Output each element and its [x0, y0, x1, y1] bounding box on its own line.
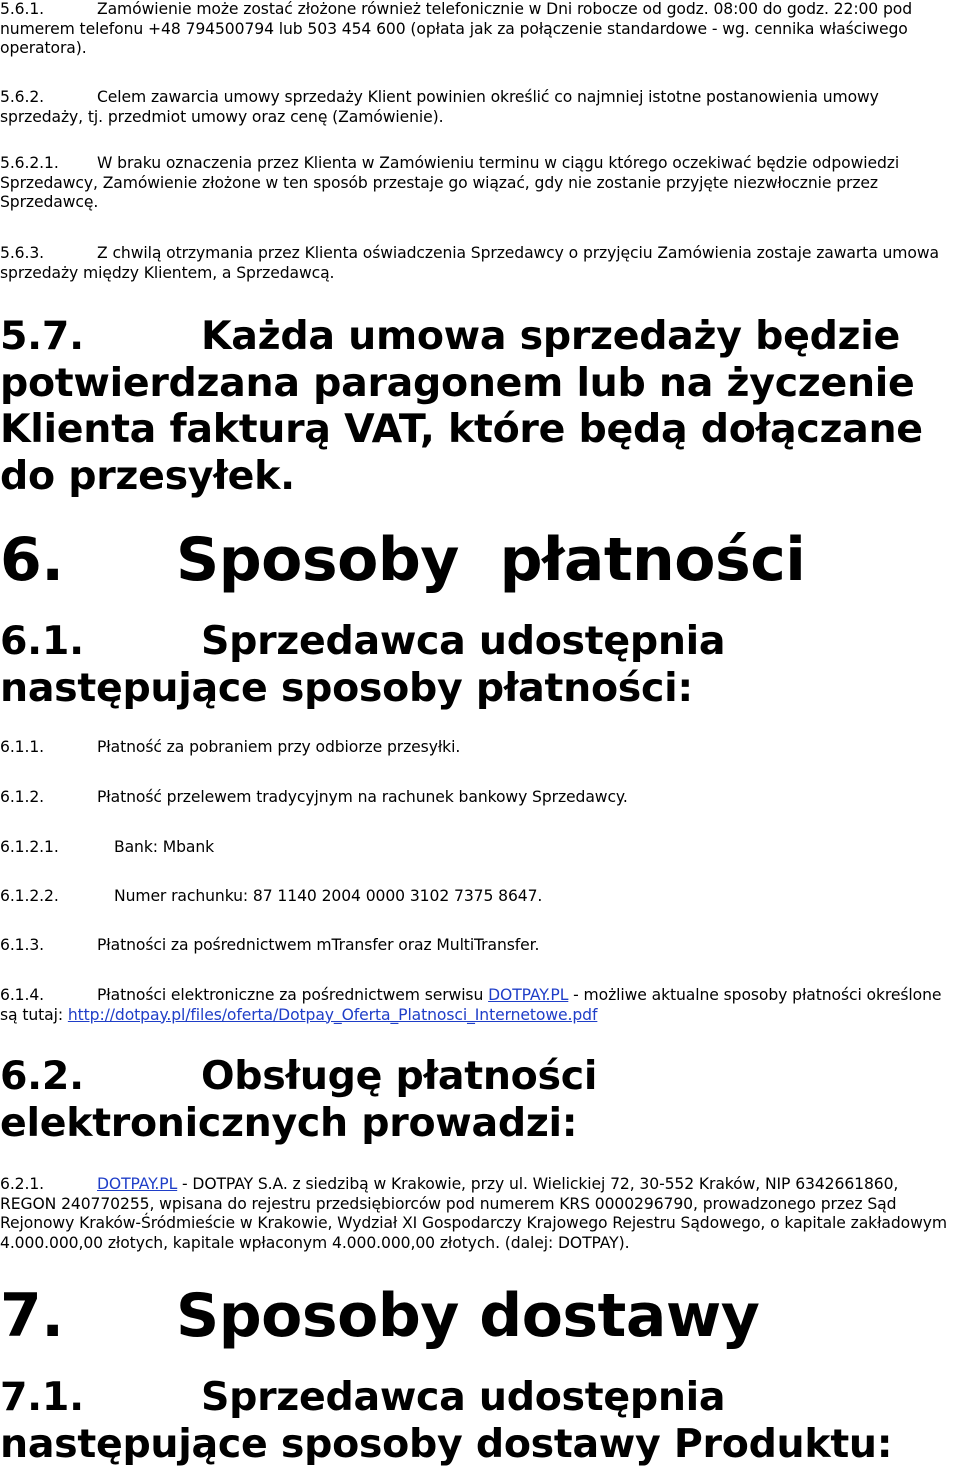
- paragraph-5-6-2-1: [0, 154, 958, 213]
- section-number: 5.6.3.: [0, 244, 45, 262]
- paragraph-text: Celem zawarcia umowy sprzedaży Klient powinien określić co najmniej istotne postanowienia umowy sprzedaży, tj. przedmiot umowy oraz cenę (Zamówienie).: [0, 88, 879, 126]
- section-number: 5.6.2.1.: [0, 154, 59, 172]
- section-number: 6.1.2.2.: [0, 887, 59, 905]
- section-number: 5.6.1.: [0, 0, 45, 18]
- section-number: 6.1.2.: [0, 788, 45, 806]
- heading-text: Sposoby dostawy: [176, 1281, 760, 1351]
- heading-text: Każda umowa sprzedaży będzie potwierdzana paragonem lub na życzenie Klienta fakturą VAT, które będą dołączane do przesyłek.: [0, 313, 923, 499]
- paragraph-6-1-2-1: [0, 838, 958, 858]
- section-number: 5.6.2.: [0, 88, 45, 106]
- section-number: 7.1.: [0, 1374, 84, 1420]
- paragraph-6-1-3: [0, 936, 958, 956]
- section-number: 6.1.1.: [0, 738, 45, 756]
- paragraph-text: - DOTPAY S.A. z siedzibą w Krakowie, przy ul. Wielickiej 72, 30-552 Kraków, NIP 6342661860, REGON 240770255, wpisana do rejestru przedsiębiorców pod numerem KRS 0000296790, prowadzonego przez Sąd Rejonowy Kraków-Śródmieście w Krakowie, Wydział XI Gospodarczy Krajowego Rejestru Sądowego, o kapitale zakładowym 4.000.000,00 złotych, kapitale wpłaconym 4.000.000,00 złotych. (dalej: DOTPAY).: [0, 1175, 947, 1252]
- paragraph-6-1-2: [0, 788, 958, 808]
- section-number: 6.2.: [0, 1053, 84, 1099]
- section-number: 6.1.4.: [0, 986, 45, 1004]
- heading-text: Sposoby płatności: [176, 525, 806, 595]
- heading-5-7: [0, 313, 958, 499]
- section-number: 7.: [0, 1281, 64, 1351]
- heading-6: [0, 525, 806, 595]
- section-number: 6.: [0, 525, 64, 595]
- section-number: 6.1.3.: [0, 936, 45, 954]
- paragraph-5-6-1: [0, 0, 958, 59]
- paragraph-text: W braku oznaczenia przez Klienta w Zamówieniu terminu w ciągu którego oczekiwać będzie odpowiedzi Sprzedawcy, Zamówienie złożone w ten sposób przestaje go wiązać, gdy nie zostanie przyjęte niezwłocznie przez Sprzedawcę.: [0, 154, 900, 212]
- paragraph-text: Płatności za pośrednictwem mTransfer oraz MultiTransfer.: [97, 936, 540, 954]
- paragraph-5-6-3: [0, 244, 958, 283]
- section-number: 6.1.2.1.: [0, 838, 59, 856]
- paragraph-text: Z chwilą otrzymania przez Klienta oświadczenia Sprzedawcy o przyjęciu Zamówienia zostaje zawarta umowa sprzedaży między Klientem, a Sprzedawcą.: [0, 244, 939, 282]
- section-number: 6.2.1.: [0, 1175, 45, 1193]
- section-number: 5.7.: [0, 313, 84, 359]
- heading-text: Obsługę płatności elektronicznych prowadzi:: [0, 1053, 598, 1146]
- paragraph-6-2-1: [0, 1175, 958, 1253]
- paragraph-text: Numer rachunku: 87 1140 2004 0000 3102 7375 8647.: [114, 887, 543, 905]
- paragraph-text: Płatność przelewem tradycyjnym na rachunek bankowy Sprzedawcy.: [97, 788, 628, 806]
- paragraph-text: - możliwe aktualne sposoby płatności określone są tutaj:: [0, 986, 942, 1024]
- heading-6-2: [0, 1053, 958, 1146]
- heading-7-1: [0, 1374, 958, 1467]
- paragraph-text: Bank: Mbank: [114, 838, 215, 856]
- section-number: 6.1.: [0, 618, 84, 664]
- dotpay-offer-pdf-link[interactable]: http://dotpay.pl/files/oferta/Dotpay_Oferta_Platnosci_Internetowe.pdf: [67, 1005, 598, 1024]
- heading-text: Sprzedawca udostępnia następujące sposoby płatności:: [0, 618, 726, 711]
- heading-7: [0, 1281, 760, 1351]
- paragraph-6-1-4: [0, 986, 958, 1025]
- paragraph-5-6-2: [0, 88, 958, 127]
- paragraph-6-1-1: [0, 738, 958, 758]
- dotpay-link[interactable]: DOTPAY.PL: [97, 1175, 178, 1193]
- paragraph-text: Zamówienie może zostać złożone również telefonicznie w Dni robocze od godz. 08:00 do godz. 22:00 pod numerem telefonu +48 794500794 lub 503 454 600 (opłata jak za połączenie standardowe - wg. cennika właściwego operatora).: [0, 0, 913, 58]
- dotpay-link[interactable]: DOTPAY.PL: [488, 986, 569, 1004]
- heading-text: Sprzedawca udostępnia następujące sposoby dostawy Produktu:: [0, 1374, 893, 1467]
- paragraph-6-1-2-2: [0, 887, 958, 907]
- paragraph-text: Płatności elektroniczne za pośrednictwem serwisu: [97, 986, 489, 1004]
- heading-6-1: [0, 618, 958, 711]
- paragraph-text: Płatność za pobraniem przy odbiorze przesyłki.: [97, 738, 461, 756]
